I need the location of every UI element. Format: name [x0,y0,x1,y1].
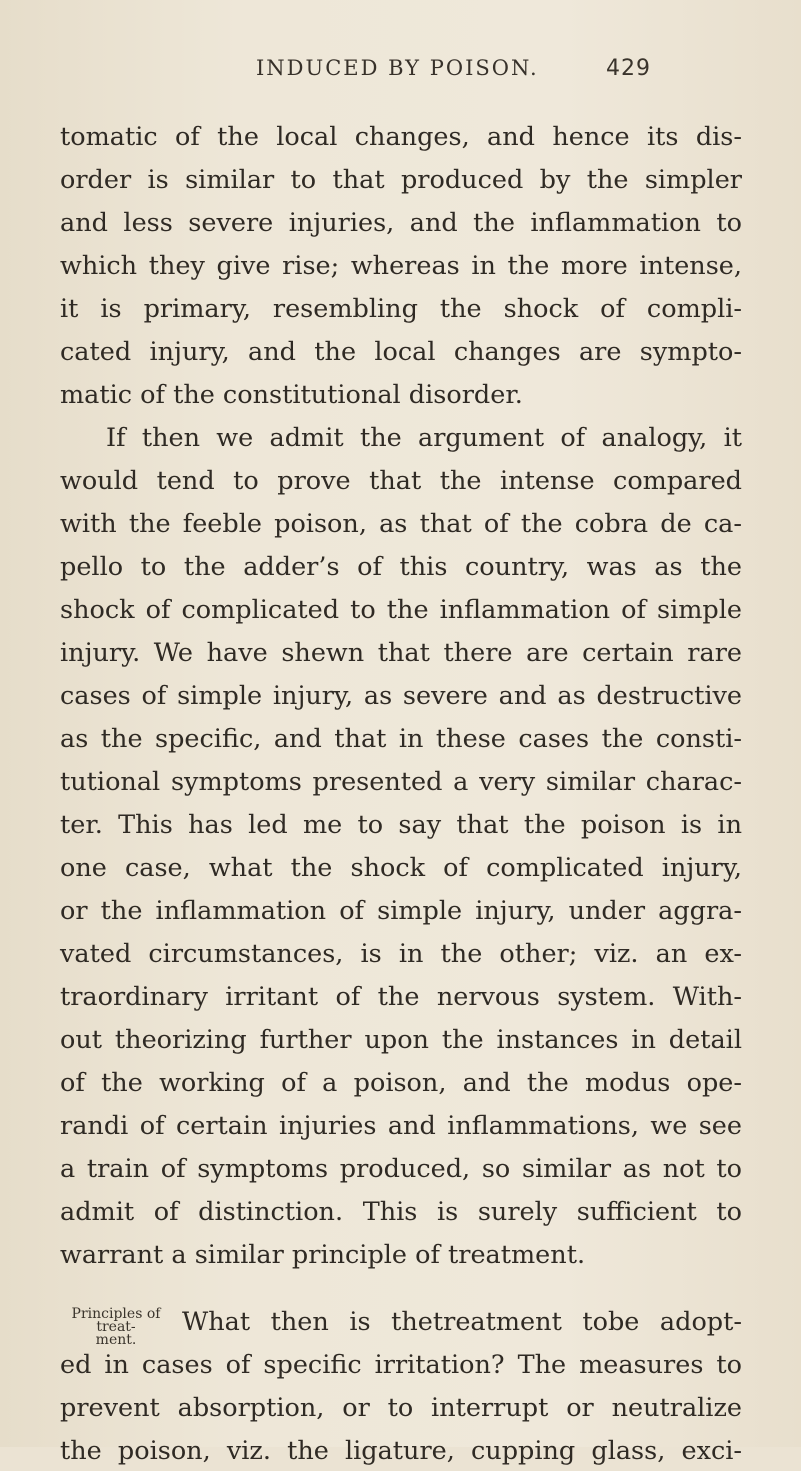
text-line: warrant a similar principle of treatment. [60,1240,586,1270]
text-line: injury. We have shewn that there are certain rare [60,638,742,668]
text-line: randi of certain injuries and inflammations, we see [60,1111,742,1141]
text-line: would tend to prove that the intense compared [60,466,742,496]
text-line: matic of the constitutional disorder. [60,380,523,410]
text-line: which they give rise; whereas in the more intense, [60,251,742,281]
text-line: the poison, viz. the ligature, cupping glass, exci- [60,1436,742,1466]
text-line: cated injury, and the local changes are sympto- [60,337,742,367]
text-line: ter. This has led me to say that the poison is in [60,810,742,840]
text-line: vated circumstances, is in the other; viz. an ex- [60,939,742,969]
text-line: traordinary irritant of the nervous system. With- [60,982,742,1012]
text-line: order is similar to that produced by the simpler [60,165,742,195]
text-line: of the working of a poison, and the modus ope- [60,1068,742,1098]
text-line: a train of symptoms produced, so similar as not to [60,1154,742,1184]
page-header [0,56,801,96]
text-line: If then we admit the argument of analogy, it [106,423,742,453]
text-line: and less severe injuries, and the inflammation to [60,208,742,238]
text-line: cases of simple injury, as severe and as destructive [60,681,742,711]
text-line: What then is thetreatment tobe adopt- [182,1307,742,1337]
page-number: 429 [606,56,651,81]
margin-note [60,1308,172,1347]
text-line: with the feeble poison, as that of the cobra de ca- [60,509,742,539]
margin-note-line: ment. [95,1332,137,1348]
text-line: tomatic of the local changes, and hence its dis- [60,122,742,152]
text-line: ed in cases of specific irritation? The measures to [60,1350,742,1380]
text-line: out theorizing further upon the instances in detail [60,1025,742,1055]
text-line: shock of complicated to the inflammation of simple [60,595,742,625]
text-line: tutional symptoms presented a very similar charac- [60,767,742,797]
running-title: INDUCED BY POISON. [256,56,539,80]
text-line: it is primary, resembling the shock of compli- [60,294,742,324]
text-line: one case, what the shock of complicated injury, [60,853,742,883]
text-line: or the inflammation of simple injury, under aggra- [60,896,742,926]
text-line: as the specific, and that in these cases the consti- [60,724,742,754]
text-line: pello to the adder’s of this country, was as the [60,552,742,582]
margin-note-line: Principles of treat- [71,1306,161,1335]
text-line: admit of distinction. This is surely sufficient to [60,1197,742,1227]
text-line: prevent absorption, or to interrupt or neutralize [60,1393,742,1423]
